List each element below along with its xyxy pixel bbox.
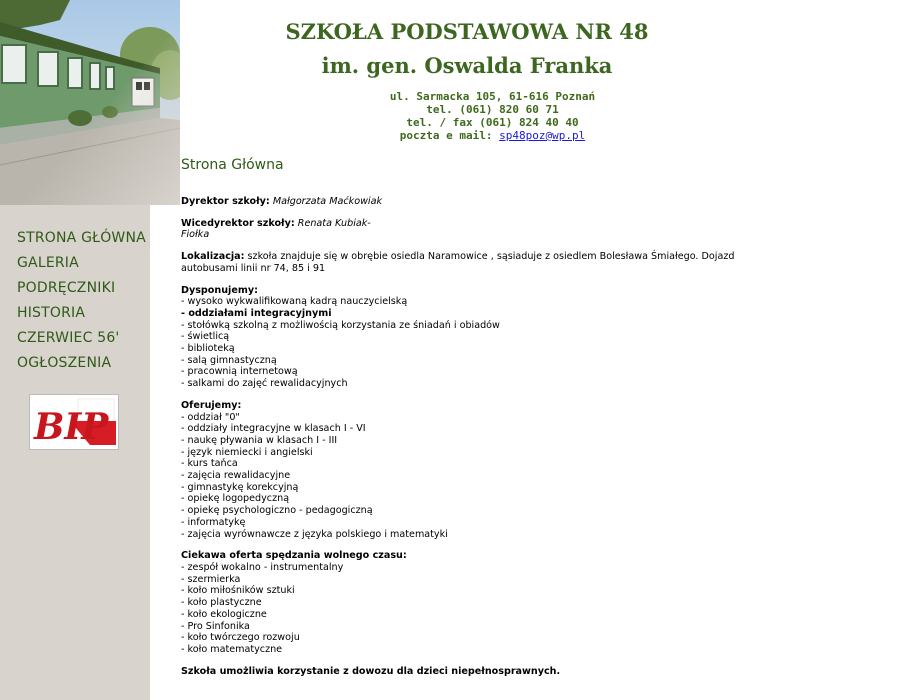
main-navigation <box>17 229 146 379</box>
list-item: - zajęcia rewalidacyjne <box>181 470 291 482</box>
dysponujemy-heading: Dysponujemy: <box>181 284 258 296</box>
list-item: - koło twórczego rozwoju <box>181 632 300 644</box>
oferujemy-list <box>181 412 791 541</box>
list-item: - salą gimnastyczną <box>181 354 277 366</box>
director-line <box>181 196 791 208</box>
oferta-heading: Ciekawa oferta spędzania wolnego czasu: <box>181 550 407 562</box>
list-item: - opiekę logopedyczną <box>181 493 290 505</box>
director-name: Małgorzata Maćkowiak <box>272 196 383 207</box>
list-item: - koło ekologiczne <box>181 608 267 620</box>
bip-logo-link[interactable] <box>29 394 119 450</box>
nav-item-galeria[interactable]: GALERIA <box>17 255 79 271</box>
main-content <box>181 196 791 677</box>
list-item: - informatykę <box>181 516 246 528</box>
list-item: - zespół wokalno - instrumentalny <box>181 561 344 573</box>
nav-item-historia[interactable]: HISTORIA <box>17 305 86 321</box>
list-item: - oddziały integracyjne w klasach I - VI <box>181 423 366 435</box>
nav-item-ogloszenia[interactable]: OGŁOSZENIA <box>17 355 112 371</box>
list-item: - szermierka <box>181 573 241 585</box>
oferujemy-heading: Oferujemy: <box>181 399 242 411</box>
list-item: - koło plastyczne <box>181 597 262 609</box>
vice-director-name: Renata Kubiak-Fiołka <box>181 217 371 241</box>
list-item: - opiekę psychologiczno - pedagogiczną <box>181 505 373 517</box>
list-item: - zajęcia wyrównawcze z języka polskiego i matematyki <box>181 528 448 540</box>
address: ul. Sarmacka 105, 61-616 Poznań <box>389 90 596 103</box>
school-patron: im. gen. Oswalda Franka <box>321 53 613 78</box>
vice-director-line <box>181 218 396 241</box>
list-item: - język niemiecki i angielski <box>181 446 313 458</box>
list-item: - pracownią internetową <box>181 366 298 378</box>
list-item: - kurs tańca <box>181 458 238 470</box>
nav-item-czerwiec-56[interactable]: CZERWIEC 56' <box>17 330 120 346</box>
list-item: - Pro Sinfonika <box>181 620 250 632</box>
list-item: - wysoko wykwalifikowaną kadrą nauczycielską <box>181 296 408 308</box>
list-item: - koło miłośników sztuki <box>181 585 295 597</box>
location-line <box>181 251 791 274</box>
nav-item-strona-glowna[interactable]: STRONA GŁÓWNA <box>17 230 146 246</box>
location-label: Lokalizacja: <box>181 251 245 263</box>
phone: tel. (061) 820 60 71 <box>426 103 559 116</box>
list-item: - oddziałami integracyjnymi <box>181 307 332 319</box>
page-title: Strona Główna <box>181 157 284 173</box>
list-item: - biblioteką <box>181 343 235 355</box>
dysponujemy-list <box>181 296 791 390</box>
list-item: - gimnastykę korekcyjną <box>181 481 299 493</box>
nav-item-podreczniki[interactable]: PODRĘCZNIKI <box>17 280 116 296</box>
vice-director-label: Wicedyrektor szkoły: <box>181 217 295 229</box>
email-link[interactable]: sp48poz@wp.pl <box>499 129 586 142</box>
oferta-list <box>181 562 791 656</box>
list-item: - koło matematyczne <box>181 643 283 655</box>
bip-logo-text: BIP <box>34 406 109 448</box>
fax: tel. / fax (061) 824 40 40 <box>406 116 579 129</box>
school-name: SZKOŁA PODSTAWOWA NR 48 <box>285 19 649 44</box>
director-label: Dyrektor szkoły: <box>181 196 270 207</box>
list-item: - naukę pływania w klasach I - III <box>181 434 338 446</box>
footer-note: Szkoła umożliwia korzystanie z dowozu dla dzieci niepełnosprawnych. <box>181 665 561 677</box>
email-line <box>375 129 610 142</box>
list-item: - świetlicą <box>181 331 230 343</box>
list-item: - stołówką szkolną z możliwością korzystania ze śniadań i obiadów <box>181 319 500 331</box>
email-label: poczta e mail: <box>399 129 500 142</box>
list-item: - salkami do zajęć rewalidacyjnych <box>181 378 348 390</box>
list-item: - oddział "0" <box>181 411 240 423</box>
contact-block <box>375 90 610 142</box>
location-text: szkoła znajduje się w obrębie osiedla Naramowice , sąsiaduje z osiedlem Bolesława Śmiałego. Dojazd autobusami linii nr 74, 85 i 91 <box>181 251 735 274</box>
